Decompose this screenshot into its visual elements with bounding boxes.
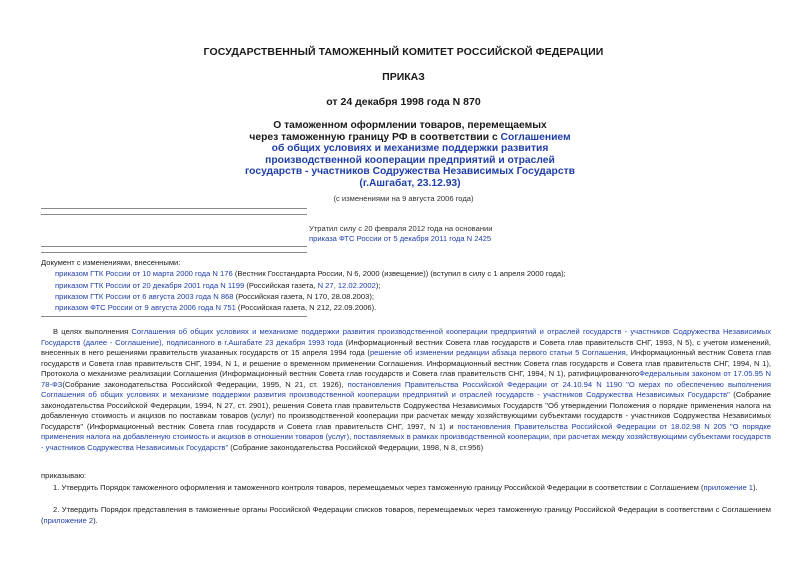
gazette-link[interactable]: N 27, 12.02.2002 [317, 280, 376, 290]
federal-law-link[interactable]: Федеральным законом от 17.05.95 N 78-ФЗ [41, 369, 771, 389]
amendment-link[interactable]: приказом ГТК России от 6 августа 2003 года N 868 [55, 291, 234, 301]
amendments-list [41, 257, 761, 313]
list-item: приказом ГТК России от 10 марта 2000 года N 176 (Вестник Госстандарта России, N 6, 2000 (извещение)) (вступил в силу с 1 апреля 2000 года); [55, 269, 566, 279]
resolution-1190-link[interactable]: постановления Правительства Российской Федерации от 24.10.94 N 1190 "О мерах по обеспечению выполнения Соглашения об общих условиях и механизме поддержки развития производственной кооперации предприятий и отраслей государств - участников Содружества Независимых Государств" [41, 379, 772, 399]
agreement-link-line-4[interactable]: производственной кооперации предприятий и отраслей [265, 154, 555, 166]
order-item-2: 2. Утвердить Порядок представления в таможенные органы Российской Федерации списков товаров, перемещаемых через таможенную границу Российской Федерации в соответствии с Соглашением (приложение 2). [41, 505, 771, 525]
lost-force-text: Утратил силу с 20 февраля 2012 года на основании [309, 224, 493, 233]
list-item: приказом ФТС России от 9 августа 2006 года N 751 (Российская газета, N 212, 22.09.2006). [55, 303, 377, 313]
order-word: приказываю: [41, 471, 87, 480]
title-line-2: через таможенную границу РФ в соответствии с Соглашением [249, 131, 571, 143]
agreement-link-line-6[interactable]: (г.Ашгабат, 23.12.93) [359, 177, 461, 189]
order-item-1: 1. Утвердить Порядок таможенного оформления и таможенного контроля товаров, перемещаемых через таможенную границу Российской Федерации в соответствии с Соглашением (приложение 1). [53, 483, 758, 492]
list-item: приказом ГТК России от 6 августа 2003 года N 868 (Российская газета, N 170, 28.08.2003); [55, 291, 374, 301]
title-line-1: О таможенном оформлении товаров, перемещаемых [273, 120, 547, 131]
divider [41, 316, 307, 317]
amendment-link[interactable]: приказом ГТК России от 20 декабря 2001 года N 1199 [55, 280, 245, 290]
repeal-order-link[interactable]: приказа ФТС России от 5 декабря 2011 года N 2425 [309, 234, 492, 243]
list-item: приказом ГТК России от 20 декабря 2001 года N 1199 (Российская газета, N 27, 12.02.2002); [55, 280, 381, 290]
divider [41, 246, 307, 247]
divider [41, 208, 307, 209]
agreement-ref-link[interactable]: Соглашения об общих условиях и механизме поддержки развития производственной кооперации предприятий и отраслей государств - участников Содружества Независимых Государств (далее - Соглашение), подписанного в г.Ашгабате 23 декабря 1993 года [41, 327, 771, 347]
lost-force-notice [309, 224, 493, 244]
amendments-intro: Документ с изменениями, внесенными: [41, 258, 181, 267]
document-date: от 24 декабря 1998 года N 870 [326, 96, 481, 108]
agreement-link-line-3[interactable]: об общих условиях и механизме поддержки развития [271, 143, 549, 155]
appendix-2-link[interactable]: приложение 2 [43, 515, 94, 525]
changes-note: (с изменениями на 9 августа 2006 года) [333, 194, 474, 203]
divider [41, 252, 307, 253]
divider [41, 214, 307, 215]
appendix-1-link[interactable]: приложение 1 [703, 483, 754, 492]
document-title [180, 120, 640, 190]
resolution-205-link[interactable]: постановления Правительства Российской Федерации от 18.02.98 N 205 "О порядке применения налога на добавленную стоимость и акцизов в отношении товаров (услуг), поставляемых в рамках производственной кооперации, при расчетах между хозяйствующими субъектами государств - участников Содружества Независимых Государств" [41, 421, 771, 452]
decision-link[interactable]: решение об изменении редакции абзаца первого статьи 5 Соглашения [369, 348, 626, 357]
agreement-link-line-5[interactable]: государств - участников Содружества Независимых Государств [245, 166, 575, 178]
document-type: ПРИКАЗ [382, 71, 425, 83]
preamble-paragraph: В целях выполнения Соглашения об общих условиях и механизме поддержки развития производственной кооперации предприятий и отраслей государств - участников Содружества Независимых Государств (далее - Соглашение), подписанного в г.Ашгабате 23 декабря 1993 года (Информационный вестник Совета глав государств и Совета глав правительств СНГ, 1993, N 5), с учетом изменений, внесенных в него решениями правительств указанных государств от 15 апреля 1994 года (решение об изменении редакции абзаца первого статьи 5 Соглашения, Информационный вестник Совета глав государств и Совета глав правительств СНГ, 1994, N 1, и решение о временном применении Соглашения. Информационный вестник Совета глав государств и Совета глав правительств СНГ, 1994, N 1), Протокола о механизме реализации Соглашения (Информационный вестник Совета глав государств и Совета глав правительств СНГ, 1994, N 1), ратифицированногоФедеральным законом от 17.05.95 N 78-ФЗ(Собрание законодательства Российской Федерации, 1995, N 21, ст. 1926), постановления Правительства Российской Федерации от 24.10.94 N 1190 "О мерах по обеспечению выполнения Соглашения об общих условиях и механизме поддержки развития производственной кооперации предприятий и отраслей государств - участников Содружества Независимых Государств" (Собрание законодательства Российской Федерации, 1994, N 27, ст. 2901), решения Совета глав правительств Содружества Независимых Государств "Об утверждении Положения о порядке применения налога на добавленную стоимость и акцизов по поставкам товаров (услуг) по производственной кооперации при расчетах между хозяйствующими субъектами государств - участников Содружества Независимых Государств" (Информационный вестник Совета глав государств и Совета глав правительств СНГ, 1997, N 1) и постановления Правительства Российской Федерации от 18.02.98 N 205 "О порядке применения налога на добавленную стоимость и акцизов в отношении товаров (услуг), поставляемых в рамках производственной кооперации, при расчетах между хозяйствующими субъектами государств - участников Содружества Независимых Государств" (Собрание законодательства Российской Федерации, 1998, N 8, ст.956) [41, 327, 772, 452]
amendment-link[interactable]: приказом ГТК России от 10 марта 2000 года N 176 [55, 269, 233, 279]
amendment-link[interactable]: приказом ФТС России от 9 августа 2006 года N 751 [55, 303, 236, 313]
issuing-authority: ГОСУДАРСТВЕННЫЙ ТАМОЖЕННЫЙ КОМИТЕТ РОССИЙСКОЙ ФЕДЕРАЦИИ [203, 46, 604, 58]
agreement-link[interactable]: Соглашением [500, 131, 571, 143]
